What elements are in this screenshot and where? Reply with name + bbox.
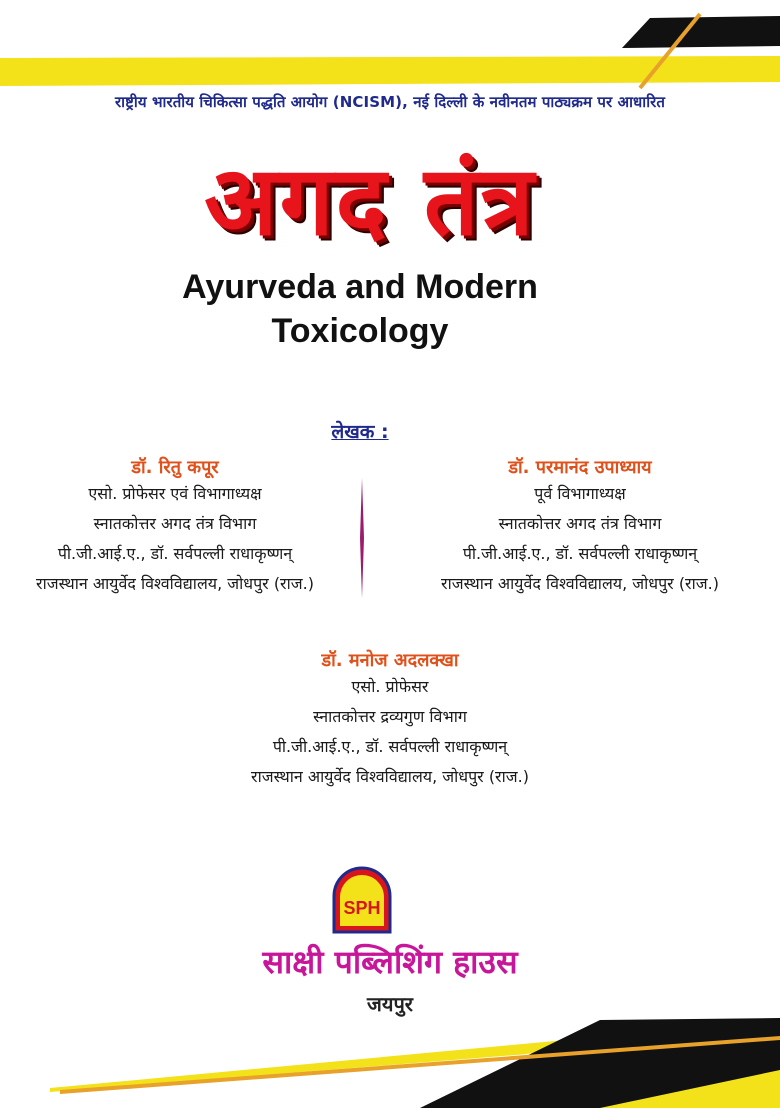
author-university: राजस्थान आयुर्वेद विश्वविद्यालय, जोधपुर (राज.) [251,767,529,786]
author-department: स्नातकोत्तर अगद तंत्र विभाग [93,514,257,533]
book-title-english-line2: Toxicology [271,312,449,350]
publisher-logo-text: SPH [343,898,381,918]
curriculum-subtitle: राष्ट्रीय भारतीय चिकित्सा पद्धति आयोग (NCISM), नई दिल्ली के नवीनतम पाठ्यक्रम पर आधारित [114,93,665,111]
top-decorative-band [0,0,780,100]
author-block [0,455,350,599]
author-department: स्नातकोत्तर अगद तंत्र विभाग [498,514,662,533]
authors-label: लेखक : [331,421,389,443]
book-title-hindi: अगद तंत्र [204,145,536,257]
author-institute: पी.जी.आई.ए., डॉ. सर्वपल्ली राधाकृष्णन् [272,737,508,756]
publisher-logo [330,866,394,936]
author-university: राजस्थान आयुर्वेद विश्वविद्यालय, जोधपुर (राज.) [441,574,719,593]
author-university: राजस्थान आयुर्वेद विश्वविद्यालय, जोधपुर (राज.) [36,574,314,593]
author-name: डॉ. रितु कपूर [131,457,219,478]
author-designation: एसो. प्रोफेसर एवं विभागाध्यक्ष [88,484,262,503]
author-block [380,455,780,599]
author-name: डॉ. परमानंद उपाध्याय [508,457,652,478]
author-department: स्नातकोत्तर द्रव्यगुण विभाग [313,707,467,726]
publisher-name: साक्षी पब्लिशिंग हाउस [262,943,518,981]
book-title-english-line1: Ayurveda and Modern [182,268,538,306]
publisher-city: जयपुर [367,992,413,1016]
author-block [150,648,630,792]
bottom-decorative-band [0,1000,780,1108]
author-institute: पी.जी.आई.ए., डॉ. सर्वपल्ली राधाकृष्णन् [57,544,293,563]
author-institute: पी.जी.आई.ए., डॉ. सर्वपल्ली राधाकृष्णन् [462,544,698,563]
author-designation: एसो. प्रोफेसर [351,677,429,696]
author-divider [359,478,365,598]
author-designation: पूर्व विभागाध्यक्ष [534,484,626,503]
author-name: डॉ. मनोज अदलक्खा [321,650,459,671]
